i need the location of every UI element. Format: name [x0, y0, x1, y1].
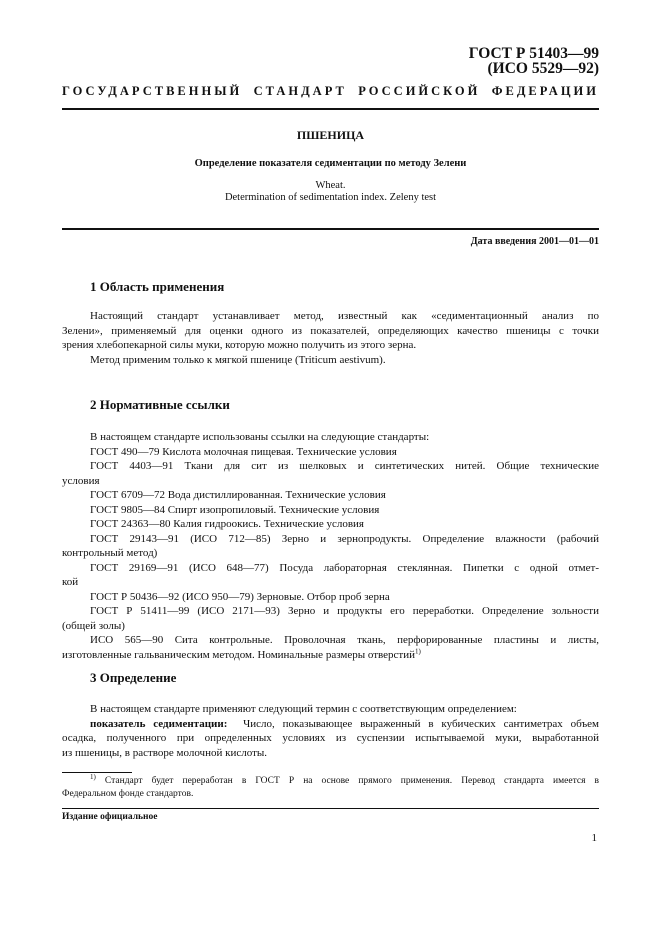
definition-intro: В настоящем стандарте применяют следующий термин с соответствующим определением:: [90, 703, 517, 715]
footnote-mark: 1): [90, 772, 96, 781]
iso-code: (ИСО 5529—92): [487, 60, 599, 77]
document-title: ПШЕНИЦА: [296, 128, 365, 142]
footnote-line: Федеральном фонде стандартов.: [62, 789, 194, 799]
english-title: Wheat.: [315, 180, 346, 191]
footnote-line: [62, 772, 600, 788]
reference-item: ГОСТ Р 50436—92 (ИСО 950—79) Зерновые. Отбор проб зерна: [90, 590, 390, 603]
section-2-body: [62, 430, 599, 662]
reference-item-cont: условия: [62, 474, 100, 487]
page-number: 1: [591, 832, 597, 844]
references-intro: В настоящем стандарте использованы ссылки на следующие стандарты:: [90, 431, 430, 443]
reference-item: ИСО 565—90 Сита контрольные. Проволочная ткань, перфорированные пластины и листы,: [90, 634, 599, 646]
defined-term: показатель седиментации:: [90, 717, 228, 730]
definition-line: [62, 717, 599, 732]
standard-name: ГОСУДАРСТВЕННЫЙ СТАНДАРТ РОССИЙСКОЙ ФЕДЕРАЦИИ: [62, 84, 599, 98]
section-1-body: [62, 309, 599, 367]
gost-code: ГОСТ Р 51403—99: [468, 45, 599, 62]
reference-item-cont: контрольный метод): [62, 547, 158, 559]
section-3-body: [62, 702, 599, 760]
effective-date: Дата введения 2001—01—01: [470, 236, 599, 247]
standard-code: [469, 46, 599, 76]
reference-item: ГОСТ 490—79 Кислота молочная пищевая. Технические условия: [90, 445, 397, 458]
title-rule: [62, 228, 599, 230]
footnote-ref: 1): [415, 646, 421, 655]
footnote: [62, 772, 600, 801]
definition-line: осадка, полученного при определенных условиях из суспензии испытываемой муки, выработанной: [62, 732, 599, 744]
definition-line: из пшеницы, в растворе молочной кислоты.: [62, 746, 268, 759]
reference-item: ГОСТ 24363—80 Калия гидроокись. Технические условия: [90, 518, 364, 530]
reference-item-cont: кой: [62, 576, 79, 588]
document-subtitle: Определение показателя седиментации по методу Зелени: [194, 158, 467, 169]
paragraph-line: зрения хлебопекарной силы муки, которую можно получить из этого зерна.: [62, 339, 417, 351]
reference-text: изготовленные гальваническим методом. Номинальные размеры отверстий: [62, 648, 416, 661]
reference-item: ГОСТ 29143—91 (ИСО 712—85) Зерно и зернопродукты. Определение влажности (рабочий: [90, 532, 599, 545]
paragraph-line: Зелени», применяемый для оценки одного из показателей, определяющих качество пшеницы с точки: [62, 324, 599, 337]
reference-item: ГОСТ Р 51411—99 (ИСО 2171—93) Зерно и продукты его переработки. Определение зольности: [90, 605, 599, 617]
reference-item-cont: (общей золы): [62, 619, 125, 632]
paragraph-line: Настоящий стандарт устанавливает метод, известный как «седиментационный анализ по: [90, 310, 599, 322]
footnote-separator: [62, 772, 132, 773]
section-3-heading: 3 Определение: [90, 670, 177, 685]
reference-item-cont: [62, 648, 599, 663]
reference-item: ГОСТ 4403—91 Ткани для сит из шелковых и синтетических нитей. Общие технические: [90, 460, 599, 472]
paragraph: Метод применим только к мягкой пшенице (Triticum aestivum).: [90, 353, 386, 366]
reference-item: ГОСТ 9805—84 Спирт изопропиловый. Технические условия: [90, 503, 380, 516]
english-subtitle: Determination of sedimentation index. Zeleny test: [224, 192, 437, 203]
edition-label: Издание официальное: [62, 812, 158, 822]
footnote-text: Стандарт будет переработан в ГОСТ Р на основе прямого применения. Перевод стандарта имеется в: [104, 776, 600, 786]
section-1-heading: 1 Область применения: [90, 279, 225, 294]
definition-text: Число, показывающее выраженный в кубических сантиметрах объем: [243, 717, 599, 730]
reference-item: ГОСТ 6709—72 Вода дистиллированная. Технические условия: [90, 489, 386, 501]
section-2-heading: 2 Нормативные ссылки: [90, 397, 230, 412]
edition-rule: [62, 808, 599, 809]
header-rule: [62, 108, 599, 110]
reference-item: ГОСТ 29169—91 (ИСО 648—77) Посуда лабораторная стеклянная. Пипетки с одной отмет-: [90, 561, 599, 574]
